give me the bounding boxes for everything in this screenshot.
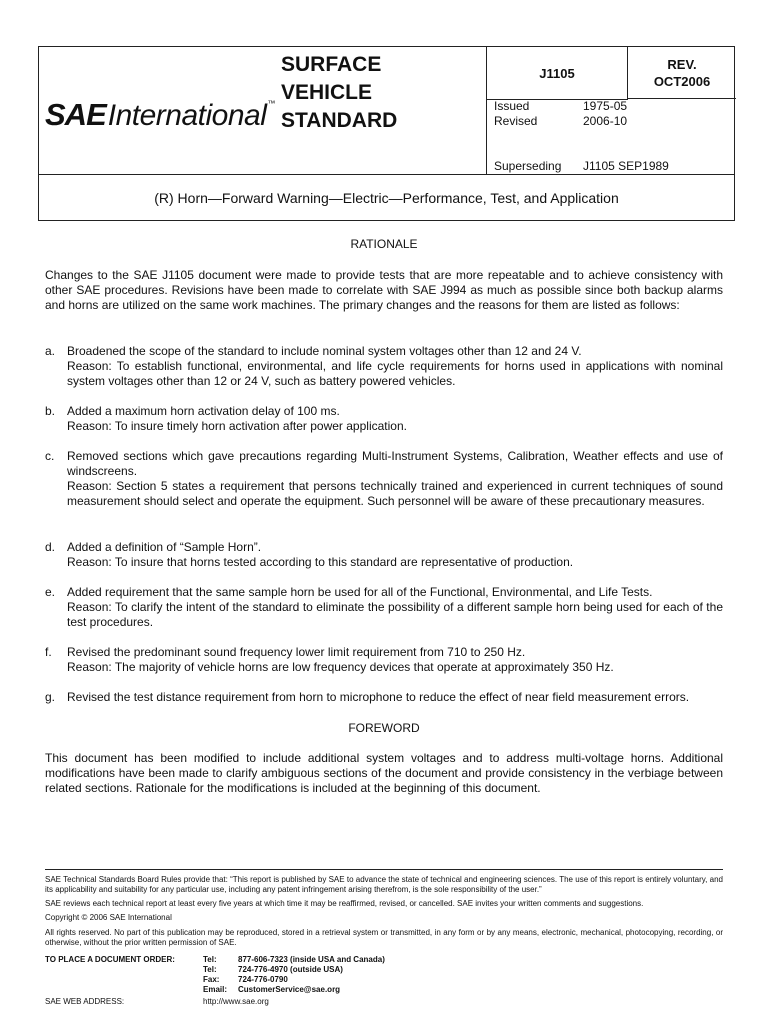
foreword-text: This document has been modified to include additional system voltages and to address multi-voltage horns. Additional modifications have been made to clarify ambiguous sections of the document and provide consistency in the verbiage between related sections. Rationale for the modifications is included at the beginning of this document. [45, 751, 723, 795]
sae-logo-mark: SAE [45, 97, 106, 132]
change-text: Added a maximum horn activation delay of 100 ms. [67, 404, 340, 418]
footer-divider [45, 869, 723, 870]
list-marker: b. [45, 404, 56, 418]
reason-text: Reason: To insure that horns tested according to this standard are representative of production. [67, 555, 574, 569]
contact-row [203, 955, 385, 965]
document-header [38, 46, 735, 221]
list-marker: e. [45, 585, 56, 599]
revision-value: OCT2006 [653, 74, 711, 89]
list-item [45, 645, 723, 675]
review-text: SAE reviews each technical report at least every five years at which time it may be reaffirmed, revised, or cancelled. SAE invites your written comments and suggestions. [45, 899, 644, 908]
document-type-line: SURFACE [281, 53, 382, 76]
document-type [281, 51, 397, 135]
contact-row [203, 985, 385, 995]
rationale-heading: RATIONALE [350, 237, 418, 251]
sae-logo [45, 97, 275, 133]
contact-label: Tel: [203, 965, 217, 974]
reason-text: Reason: To insure timely horn activation after power application. [67, 419, 407, 433]
sae-logo-wordmark: International [107, 99, 267, 132]
rights-text: All rights reserved. No part of this publication may be reproduced, stored in a retrieval system or transmitted, in any form or by any means, electronic, mechanical, photocopying, recording, or otherwise, without the prior written permission of SAE. [45, 928, 723, 947]
list-marker: c. [45, 449, 55, 463]
web-label: SAE WEB ADDRESS: [45, 997, 125, 1006]
contact-label: Tel: [203, 955, 217, 964]
document-info-panel [486, 47, 736, 174]
change-text: Added requirement that the same sample horn be used for all of the Functional, Environmental, and Life Tests. [67, 585, 653, 599]
contact-label: Email: [203, 985, 228, 994]
order-label: TO PLACE A DOCUMENT ORDER: [45, 955, 175, 964]
board-rules-text: SAE Technical Standards Board Rules provide that: “This report is published by SAE to advance the state of technical and engineering sciences. The use of this report is entirely voluntary, and its applicability and suitability for any particular use, including any patent infringement arising therefrom, is the sole responsibility of the user.” [45, 875, 723, 894]
reason-text: Reason: Section 5 states a requirement that persons technically trained and experienced in current techniques of sound measurement should select and operate the equipment. Such personnel will be aware of these precautionary measures. [67, 479, 723, 508]
website-link[interactable]: http://www.sae.org [203, 997, 269, 1006]
issue-dates [494, 99, 627, 129]
list-marker: g. [45, 690, 56, 704]
revised-value: 2006-10 [583, 114, 628, 128]
reason-text: Reason: The majority of vehicle horns are low frequency devices that operate at approximately 350 Hz. [67, 660, 614, 674]
rationale-intro: Changes to the SAE J1105 document were made to provide tests that are more repeatable and to achieve consistency with other SAE procedures. Revisions have been made to correlate with SAE J994 as much as possible since both backup alarms and horns are utilized on the same work machines. The primary changes and the reasons for them are listed as follows: [45, 268, 723, 312]
contact-row [203, 975, 385, 985]
copyright-text: Copyright © 2006 SAE International [45, 913, 172, 922]
contact-value: 724-776-0790 [238, 975, 288, 984]
email-link[interactable]: CustomerService@sae.org [238, 985, 341, 994]
list-item [45, 690, 723, 705]
reason-text: Reason: To establish functional, environmental, and life cycle requirements for horns used in applications with nominal system voltages other than 12 or 24 V, such as battery powered vehicles. [67, 359, 723, 388]
list-item [45, 344, 723, 389]
trademark-symbol: ™ [267, 99, 276, 108]
change-text: Broadened the scope of the standard to include nominal system voltages other than 12 and 24 V. [67, 344, 582, 358]
issued-label: Issued [494, 99, 530, 113]
list-item [45, 404, 723, 434]
contact-list [203, 955, 385, 995]
change-text: Removed sections which gave precautions regarding Multi-Instrument Systems, Calibration, Weather effects and use of windscreens. [67, 449, 723, 478]
change-text: Added a definition of “Sample Horn”. [67, 540, 262, 554]
contact-value: 724-776-4970 (outside USA) [238, 965, 343, 974]
superseding-label: Superseding [494, 159, 562, 173]
contact-row [203, 965, 385, 975]
list-marker: f. [45, 645, 52, 659]
revised-label: Revised [494, 114, 538, 128]
document-type-line: STANDARD [281, 109, 398, 132]
change-text: Revised the predominant sound frequency lower limit requirement from 710 to 250 Hz. [67, 645, 526, 659]
superseding-info [494, 159, 669, 173]
revision-cell [628, 47, 736, 99]
change-text: Revised the test distance requirement from horn to microphone to reduce the effect of near field measurement errors. [67, 690, 690, 704]
reason-text: Reason: To clarify the intent of the standard to eliminate the possibility of a different sample horn being used for each of the test procedures. [67, 600, 723, 629]
issued-value: 1975-05 [583, 99, 628, 113]
superseding-value: J1105 SEP1989 [583, 159, 669, 173]
list-item [45, 449, 723, 509]
list-item [45, 540, 723, 570]
document-title: (R) Horn—Forward Warning—Electric—Performance, Test, and Application [154, 189, 619, 206]
revision-label: REV. [667, 57, 697, 72]
contact-label: Fax: [203, 975, 220, 984]
web-address [45, 997, 269, 1006]
foreword-heading: FOREWORD [348, 721, 420, 735]
list-marker: a. [45, 344, 56, 358]
header-top-row [39, 47, 734, 175]
list-marker: d. [45, 540, 56, 554]
document-number: J1105 [487, 47, 628, 100]
list-item [45, 585, 723, 630]
document-type-line: VEHICLE [281, 81, 373, 104]
contact-value: 877-606-7323 (inside USA and Canada) [238, 955, 385, 964]
